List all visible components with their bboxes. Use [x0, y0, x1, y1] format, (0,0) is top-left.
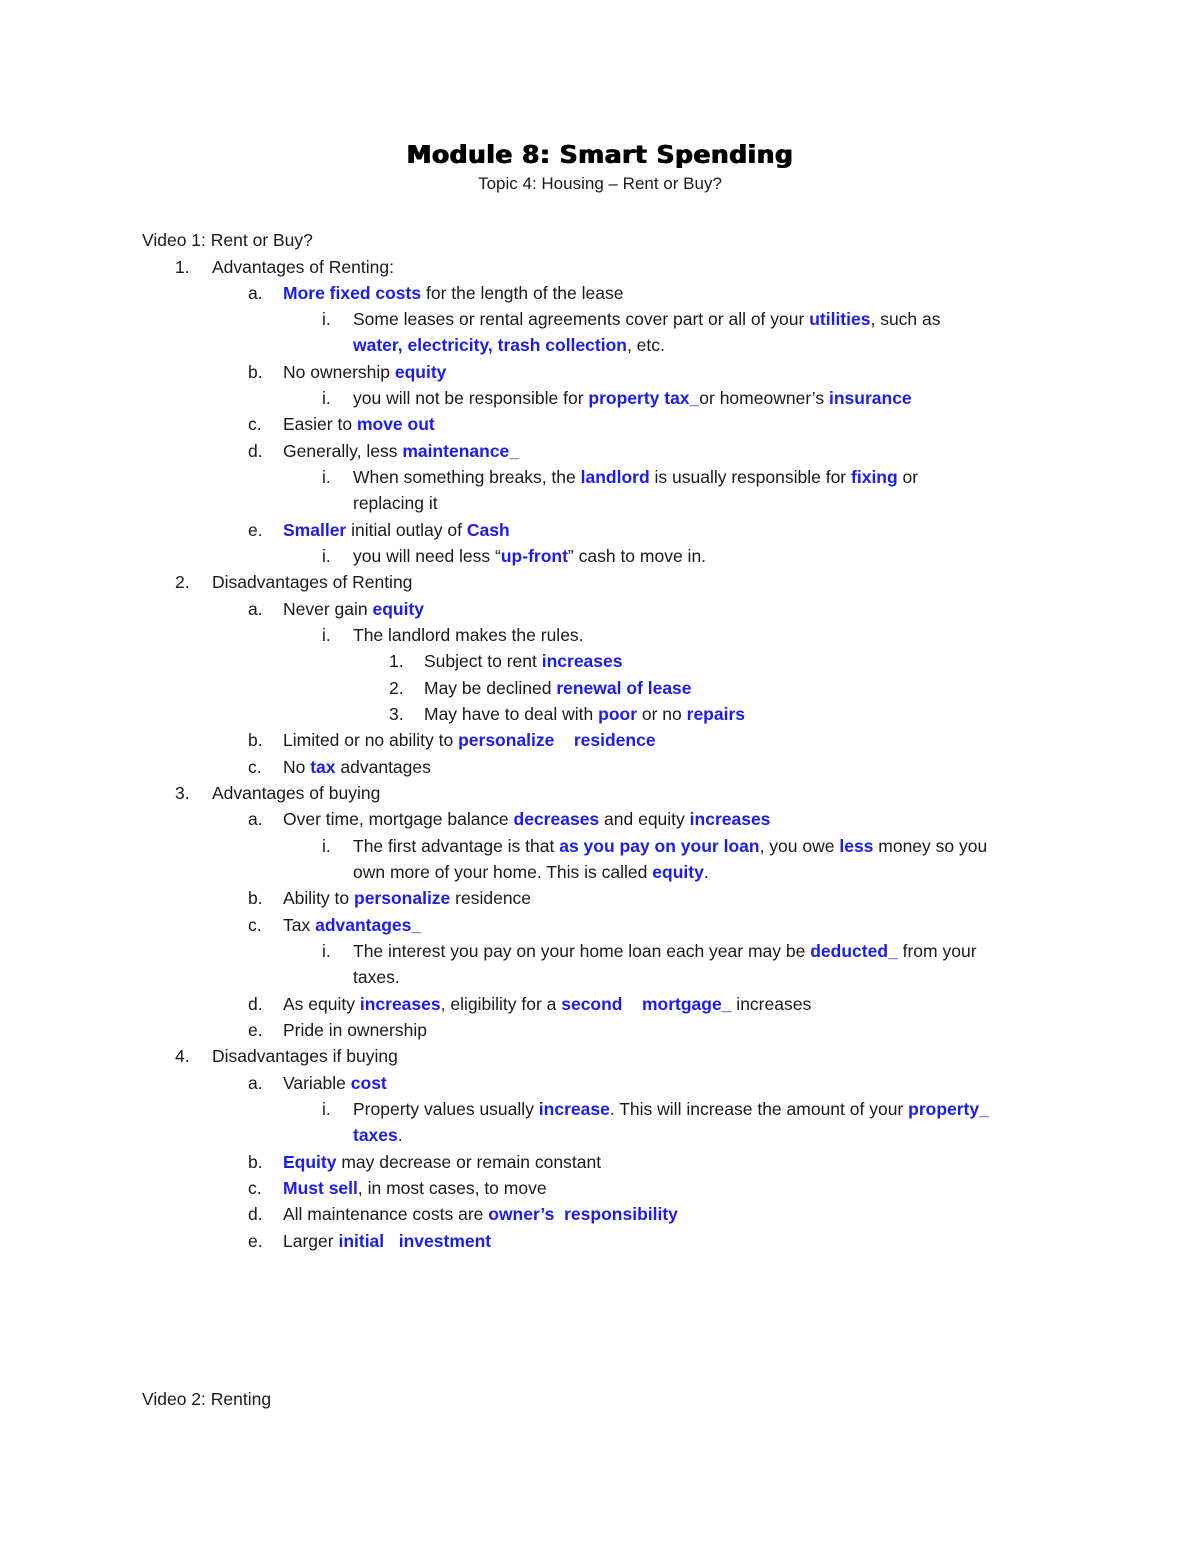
list-marker: b. [248, 1152, 263, 1172]
plain-text: you will not be responsible for [353, 388, 589, 408]
highlighted-term: personalize [458, 730, 555, 750]
highlighted-term: move out [356, 414, 435, 434]
outline-item-text [283, 1151, 601, 1173]
plain-text: replacing it [353, 493, 438, 513]
highlighted-term: fixing [851, 467, 898, 487]
outline-item-text [212, 256, 394, 278]
outline-item-text [212, 571, 412, 593]
highlighted-term: less [839, 836, 874, 856]
plain-text: and equity [599, 809, 690, 829]
highlighted-term: increases [541, 651, 623, 671]
plain-text [554, 1204, 564, 1224]
plain-text: , eligibility for a [440, 994, 562, 1014]
plain-text [384, 1231, 399, 1251]
plain-text: Some leases or rental agreements cover part or all of your [353, 309, 810, 329]
plain-text: or homeowner’s [699, 388, 829, 408]
plain-text: money so you [873, 836, 988, 856]
plain-text: from your [897, 941, 977, 961]
list-marker: c. [248, 1178, 262, 1198]
highlighted-term: advantages_ [315, 915, 422, 935]
outline-item-text [353, 387, 912, 409]
outline-item-text [353, 1124, 403, 1146]
list-marker: i. [322, 941, 331, 961]
outline-item-text [424, 677, 692, 699]
list-marker: c. [248, 414, 262, 434]
highlighted-term: cost [350, 1073, 387, 1093]
outline-item-text [283, 1203, 678, 1225]
highlighted-term: Must sell [283, 1178, 358, 1198]
highlighted-term: responsibility [564, 1204, 678, 1224]
highlighted-term: increases [359, 994, 441, 1014]
plain-text: Disadvantages of Renting [212, 572, 413, 592]
plain-text: initial outlay of [346, 520, 467, 540]
outline-item-text [283, 1230, 491, 1252]
outline-item-text [283, 993, 811, 1015]
highlighted-term: taxes [353, 1125, 398, 1145]
outline-item-text [283, 598, 424, 620]
plain-text: increases [731, 994, 812, 1014]
highlighted-term: renewal of lease [556, 678, 692, 698]
plain-text: No [283, 757, 311, 777]
outline-item-text [353, 861, 709, 883]
plain-text: Property values usually [353, 1099, 539, 1119]
plain-text: may decrease or remain constant [336, 1152, 602, 1172]
plain-text [623, 994, 642, 1014]
outline-item-text [353, 545, 706, 567]
plain-text: advantages [335, 757, 431, 777]
plain-text: , etc. [626, 335, 665, 355]
outline-item-text [283, 440, 519, 462]
outline-item-text [353, 966, 400, 988]
plain-text: ” cash to move in. [567, 546, 707, 566]
list-marker: b. [248, 730, 263, 750]
plain-text: . [397, 1125, 403, 1145]
plain-text: Generally, less [283, 441, 403, 461]
plain-text: or no [637, 704, 687, 724]
list-marker: e. [248, 520, 263, 540]
plain-text: The first advantage is that [353, 836, 560, 856]
section-heading-video-2: Video 2: Renting [142, 1389, 272, 1409]
list-marker: i. [322, 836, 331, 856]
outline-item-text [283, 361, 446, 383]
list-marker: a. [248, 809, 263, 829]
plain-text: Ability to [283, 888, 354, 908]
plain-text: Variable [283, 1073, 351, 1093]
outline-item-text [283, 1072, 387, 1094]
highlighted-term: deducted_ [810, 941, 898, 961]
list-marker: d. [248, 994, 263, 1014]
outline-item-text [283, 282, 623, 304]
plain-text: Tax [283, 915, 316, 935]
outline-item-text [283, 519, 510, 541]
plain-text: Limited or no ability to [283, 730, 459, 750]
plain-text: May have to deal with [424, 704, 599, 724]
outline-item-text [353, 1098, 989, 1120]
outline-item-text [212, 782, 380, 804]
highlighted-term: increases [689, 809, 771, 829]
plain-text: or [897, 467, 919, 487]
list-marker: a. [248, 599, 263, 619]
list-marker: 3. [175, 783, 190, 803]
highlighted-term: landlord [580, 467, 650, 487]
plain-text: own more of your home. This is called [353, 862, 653, 882]
highlighted-term: investment [398, 1231, 492, 1251]
list-marker: 2. [389, 678, 404, 698]
list-marker: c. [248, 757, 262, 777]
outline-item-text [353, 624, 584, 646]
list-marker: d. [248, 441, 263, 461]
list-marker: i. [322, 1099, 331, 1119]
highlighted-term: second [561, 994, 623, 1014]
outline-item-text [353, 940, 977, 962]
list-marker: a. [248, 283, 263, 303]
highlighted-term: equity [394, 362, 447, 382]
outline-item-text [353, 835, 987, 857]
list-marker: d. [248, 1204, 263, 1224]
plain-text: No ownership [283, 362, 395, 382]
highlighted-term: More fixed costs [283, 283, 422, 303]
highlighted-term: equity [652, 862, 704, 882]
outline-item-text [424, 650, 622, 672]
plain-text: , in most cases, to move [357, 1178, 547, 1198]
plain-text: As equity [283, 994, 360, 1014]
highlighted-term: repairs [686, 704, 746, 724]
highlighted-term: decreases [513, 809, 600, 829]
list-marker: e. [248, 1231, 263, 1251]
highlighted-term: initial [338, 1231, 385, 1251]
outline-item-text [283, 1019, 427, 1041]
highlighted-term: Smaller [283, 520, 347, 540]
outline-item-text [283, 887, 531, 909]
plain-text: Advantages of Renting: [212, 257, 394, 277]
plain-text: Subject to rent [424, 651, 542, 671]
outline-item-text [353, 308, 941, 330]
highlighted-term: increase [538, 1099, 610, 1119]
list-marker: b. [248, 888, 263, 908]
plain-text: Over time, mortgage balance [283, 809, 514, 829]
plain-text: . This will increase the amount of your [609, 1099, 909, 1119]
highlighted-term: as you pay on your loan [559, 836, 760, 856]
list-marker: b. [248, 362, 263, 382]
plain-text: The landlord makes the rules. [353, 625, 584, 645]
plain-text: May be declined [424, 678, 557, 698]
outline-item-text [283, 729, 656, 751]
plain-text: Never gain [283, 599, 373, 619]
plain-text [554, 730, 573, 750]
highlighted-term: maintenance_ [402, 441, 520, 461]
highlighted-term: property tax_ [588, 388, 700, 408]
outline-item-text [424, 703, 745, 725]
highlighted-term: up-front [500, 546, 568, 566]
list-marker: i. [322, 388, 331, 408]
outline-item-text [353, 492, 438, 514]
list-marker: a. [248, 1073, 263, 1093]
plain-text: . [703, 862, 709, 882]
plain-text: Easier to [283, 414, 357, 434]
outline-item-text [283, 914, 421, 936]
highlighted-term: utilities [809, 309, 871, 329]
outline-item-text [283, 808, 770, 830]
list-marker: 3. [389, 704, 404, 724]
plain-text: , such as [870, 309, 941, 329]
plain-text: When something breaks, the [353, 467, 581, 487]
list-marker: 1. [389, 651, 404, 671]
highlighted-term: owner’s [488, 1204, 555, 1224]
outline-item-text [283, 1177, 547, 1199]
list-marker: i. [322, 625, 331, 645]
highlighted-term: water, electricity, trash collection [353, 335, 627, 355]
list-marker: i. [322, 309, 331, 329]
highlighted-term: Cash [466, 520, 510, 540]
list-marker: i. [322, 467, 331, 487]
plain-text: you will need less “ [353, 546, 501, 566]
plain-text: taxes. [353, 967, 400, 987]
list-marker: c. [248, 915, 262, 935]
highlighted-term: personalize [354, 888, 451, 908]
plain-text: for the length of the lease [421, 283, 624, 303]
highlighted-term: Equity [283, 1152, 337, 1172]
plain-text: , you owe [759, 836, 840, 856]
list-marker: 1. [175, 257, 190, 277]
highlighted-term: mortgage_ [641, 994, 732, 1014]
outline-item-text [353, 334, 665, 356]
outline-item-text [283, 413, 435, 435]
page-title: Module 8: Smart Spending [406, 140, 794, 169]
highlighted-term: poor [598, 704, 638, 724]
highlighted-term: property_ [908, 1099, 989, 1119]
page-subtitle: Topic 4: Housing – Rent or Buy? [478, 174, 722, 193]
highlighted-term: residence [573, 730, 656, 750]
plain-text: Larger [283, 1231, 339, 1251]
plain-text: is usually responsible for [649, 467, 852, 487]
plain-text: Advantages of buying [212, 783, 381, 803]
plain-text: Pride in ownership [283, 1020, 427, 1040]
outline-item-text [212, 1045, 398, 1067]
section-heading-video-1: Video 1: Rent or Buy? [142, 230, 313, 250]
list-marker: 4. [175, 1046, 190, 1066]
highlighted-term: insurance [828, 388, 912, 408]
highlighted-term: tax [310, 757, 336, 777]
outline-item-text [283, 756, 431, 778]
list-marker: e. [248, 1020, 263, 1040]
list-marker: 2. [175, 572, 190, 592]
plain-text: All maintenance costs are [283, 1204, 489, 1224]
plain-text: Disadvantages if buying [212, 1046, 398, 1066]
outline-item-text [353, 466, 918, 488]
list-marker: i. [322, 546, 331, 566]
plain-text: residence [450, 888, 532, 908]
highlighted-term: equity [372, 599, 425, 619]
plain-text: The interest you pay on your home loan each year may be [353, 941, 811, 961]
